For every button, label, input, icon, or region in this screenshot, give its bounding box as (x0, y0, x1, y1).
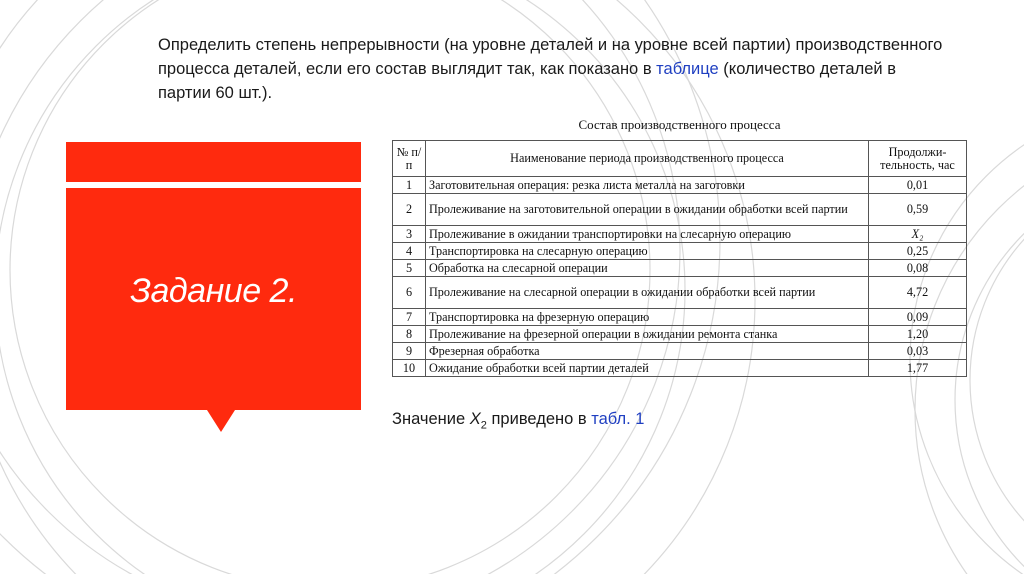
row-name: Пролеживание на слесарной операции в ожидании обработки всей партии (426, 277, 869, 309)
row-duration: 0,25 (869, 243, 967, 260)
row-duration: 1,77 (869, 360, 967, 377)
row-num: 9 (393, 343, 426, 360)
row-duration: 0,09 (869, 309, 967, 326)
table-row (393, 326, 967, 343)
table-header-row (393, 141, 967, 177)
accent-bar (66, 142, 361, 182)
table-row (393, 260, 967, 277)
table-row (393, 360, 967, 377)
row-name: Пролеживание на заготовительной операции в ожидании обработки всей партии (426, 194, 869, 226)
row-name: Заготовительная операция: резка листа металла на заготовки (426, 177, 869, 194)
row-name: Обработка на слесарной операции (426, 260, 869, 277)
task-description-text: Определить степень непрерывности (на уровне деталей и на уровне всей партии) производственного процесса деталей, если его состав выглядит так, как показано в (158, 36, 943, 78)
title-panel-pointer (207, 410, 235, 432)
row-num: 4 (393, 243, 426, 260)
table1-link[interactable]: табл. 1 (591, 410, 645, 428)
table-link[interactable]: таблице (656, 60, 719, 78)
row-name: Пролеживание на фрезерной операции в ожидании ремонта станка (426, 326, 869, 343)
row-name: Ожидание обработки всей партии деталей (426, 360, 869, 377)
row-name: Пролеживание в ожидании транспортировки на слесарную операцию (426, 226, 869, 243)
row-duration: 0,01 (869, 177, 967, 194)
note-variable: X (469, 410, 481, 428)
row-name: Транспортировка на фрезерную операцию (426, 309, 869, 326)
row-num: 3 (393, 226, 426, 243)
note-subscript: 2 (480, 419, 487, 432)
header-duration: Продолжи-тельность, час (869, 141, 967, 177)
header-name: Наименование периода производственного процесса (426, 141, 869, 177)
note-middle: приведено в (486, 410, 592, 428)
task-description (158, 33, 948, 105)
table-row (393, 277, 967, 309)
note-prefix: Значение (392, 410, 470, 428)
table-row (393, 309, 967, 326)
row-num: 8 (393, 326, 426, 343)
row-duration: 1,20 (869, 326, 967, 343)
row-num: 10 (393, 360, 426, 377)
table-row (393, 243, 967, 260)
row-num: 5 (393, 260, 426, 277)
header-num: № п/п (393, 141, 426, 177)
x2-note (392, 410, 644, 431)
row-name: Фрезерная обработка (426, 343, 869, 360)
table-row (393, 343, 967, 360)
task-title: Задание 2. (130, 272, 297, 310)
row-num: 2 (393, 194, 426, 226)
row-duration: 0,03 (869, 343, 967, 360)
row-duration: 4,72 (869, 277, 967, 309)
row-duration: 0,59 (869, 194, 967, 226)
table-caption: Состав производственного процесса (578, 117, 781, 132)
row-num: 6 (393, 277, 426, 309)
process-table (392, 140, 967, 377)
row-duration: 0,08 (869, 260, 967, 277)
table-row (393, 226, 967, 243)
row-name: Транспортировка на слесарную операцию (426, 243, 869, 260)
task-description-tail: (количество деталей в партии 60 шт.). (158, 60, 896, 102)
row-num: 7 (393, 309, 426, 326)
row-num: 1 (393, 177, 426, 194)
table-row (393, 177, 967, 194)
row-duration: X₂ (869, 226, 967, 243)
table-row (393, 194, 967, 226)
